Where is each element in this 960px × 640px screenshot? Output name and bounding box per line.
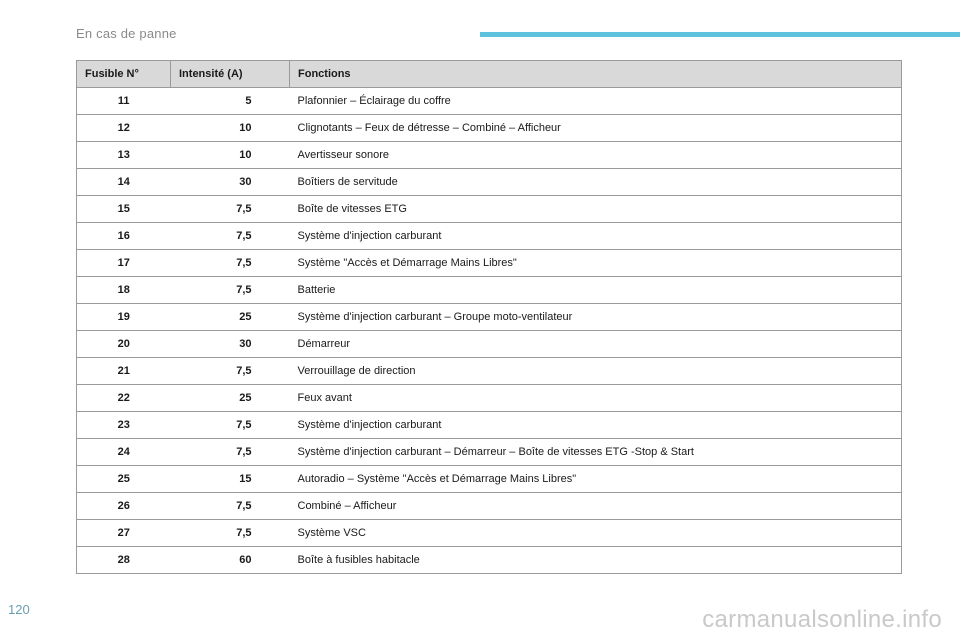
- table-row: [77, 412, 902, 439]
- intensity-cell: 7,5: [171, 493, 290, 520]
- fuse-number-cell: 11: [77, 88, 171, 115]
- fuse-number-cell: 12: [77, 115, 171, 142]
- fuse-number-cell: 26: [77, 493, 171, 520]
- table-row: [77, 385, 902, 412]
- table-row: [77, 439, 902, 466]
- intensity-cell: 7,5: [171, 196, 290, 223]
- function-cell: Système d'injection carburant – Démarreur – Boîte de vitesses ETG -Stop & Start: [290, 439, 902, 466]
- function-cell: Combiné – Afficheur: [290, 493, 902, 520]
- intensity-cell: 30: [171, 169, 290, 196]
- table-row: [77, 115, 902, 142]
- fuse-number-cell: 22: [77, 385, 171, 412]
- fuse-number-cell: 23: [77, 412, 171, 439]
- table-row: [77, 466, 902, 493]
- intensity-cell: 25: [171, 304, 290, 331]
- fuse-number-cell: 20: [77, 331, 171, 358]
- function-cell: Système d'injection carburant: [290, 223, 902, 250]
- intensity-cell: 7,5: [171, 520, 290, 547]
- fuse-number-cell: 27: [77, 520, 171, 547]
- table-row: [77, 196, 902, 223]
- intensity-cell: 7,5: [171, 358, 290, 385]
- fuse-number-cell: 16: [77, 223, 171, 250]
- column-header-intensity: Intensité (A): [171, 61, 290, 88]
- intensity-cell: 7,5: [171, 439, 290, 466]
- page-number: 120: [8, 602, 30, 617]
- intensity-cell: 25: [171, 385, 290, 412]
- intensity-cell: 5: [171, 88, 290, 115]
- function-cell: Clignotants – Feux de détresse – Combiné – Afficheur: [290, 115, 902, 142]
- intensity-cell: 7,5: [171, 250, 290, 277]
- watermark: carmanualsonline.info: [702, 606, 942, 633]
- function-cell: Système d'injection carburant: [290, 412, 902, 439]
- table-row: [77, 277, 902, 304]
- fuse-number-cell: 15: [77, 196, 171, 223]
- intensity-cell: 15: [171, 466, 290, 493]
- intensity-cell: 7,5: [171, 412, 290, 439]
- function-cell: Avertisseur sonore: [290, 142, 902, 169]
- function-cell: Système "Accès et Démarrage Mains Libres": [290, 250, 902, 277]
- intensity-cell: 7,5: [171, 223, 290, 250]
- table-row: [77, 331, 902, 358]
- table-row: [77, 142, 902, 169]
- function-cell: Batterie: [290, 277, 902, 304]
- table-row: [77, 493, 902, 520]
- fuse-number-cell: 14: [77, 169, 171, 196]
- fuse-number-cell: 24: [77, 439, 171, 466]
- intensity-cell: 10: [171, 115, 290, 142]
- column-header-fuse: Fusible N°: [77, 61, 171, 88]
- fuse-number-cell: 18: [77, 277, 171, 304]
- intensity-cell: 7,5: [171, 277, 290, 304]
- intensity-cell: 30: [171, 331, 290, 358]
- table-row: [77, 223, 902, 250]
- function-cell: Boîte à fusibles habitacle: [290, 547, 902, 574]
- function-cell: Boîtiers de servitude: [290, 169, 902, 196]
- table-row: [77, 88, 902, 115]
- table-header-row: [77, 61, 902, 88]
- fuse-number-cell: 28: [77, 547, 171, 574]
- table-row: [77, 547, 902, 574]
- fuse-number-cell: 25: [77, 466, 171, 493]
- function-cell: Verrouillage de direction: [290, 358, 902, 385]
- table-row: [77, 169, 902, 196]
- intensity-cell: 10: [171, 142, 290, 169]
- fuse-number-cell: 13: [77, 142, 171, 169]
- table-row: [77, 358, 902, 385]
- table-row: [77, 250, 902, 277]
- table-row: [77, 304, 902, 331]
- function-cell: Autoradio – Système "Accès et Démarrage Mains Libres": [290, 466, 902, 493]
- fuse-number-cell: 21: [77, 358, 171, 385]
- intensity-cell: 60: [171, 547, 290, 574]
- function-cell: Démarreur: [290, 331, 902, 358]
- table-row: [77, 520, 902, 547]
- function-cell: Feux avant: [290, 385, 902, 412]
- table-body: [77, 88, 902, 574]
- function-cell: Plafonnier – Éclairage du coffre: [290, 88, 902, 115]
- function-cell: Système d'injection carburant – Groupe moto-ventilateur: [290, 304, 902, 331]
- fuse-number-cell: 19: [77, 304, 171, 331]
- section-title: En cas de panne: [76, 26, 177, 41]
- fuse-table: [76, 60, 902, 574]
- function-cell: Boîte de vitesses ETG: [290, 196, 902, 223]
- header-accent-bar: [480, 32, 960, 37]
- function-cell: Système VSC: [290, 520, 902, 547]
- column-header-functions: Fonctions: [290, 61, 902, 88]
- fuse-number-cell: 17: [77, 250, 171, 277]
